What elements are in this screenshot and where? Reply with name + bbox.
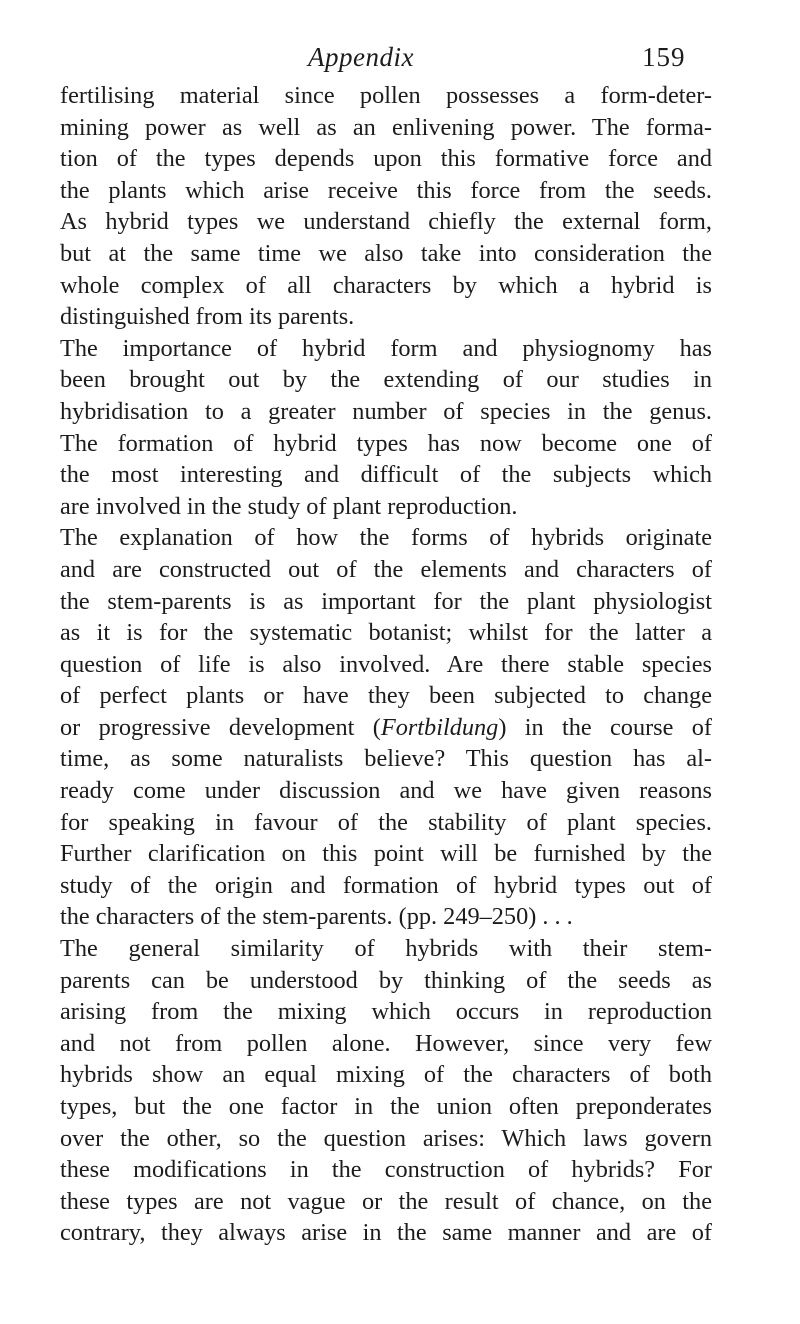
text-line: ready come under discussion and we have given reasons [60,777,712,805]
text-line: hybridisation to a greater number of species in the genus. [60,397,712,425]
body-text [60,80,712,1249]
text-line: but at the same time we also take into consideration the [60,239,712,267]
text-line: the stem-parents is as important for the plant physiologist [60,587,712,615]
text-line: contrary, they always arise in the same manner and are of [60,1219,712,1247]
page-number: 159 [642,42,686,72]
text-line: question of life is also involved. Are there stable species [60,650,712,678]
text-line: tion of the types depends upon this formative force and [60,145,712,173]
text-line: as it is for the systematic botanist; whilst for the latter a [60,619,712,647]
text-line: distinguished from its parents. [60,303,355,331]
text-line: the most interesting and difficult of the subjects which [60,461,712,489]
running-title: Appendix [308,42,414,72]
text-line: over the other, so the question arises: Which laws govern [60,1124,712,1152]
text-line: time, as some naturalists believe? This question has al- [60,745,712,773]
text-line: these types are not vague or the result of chance, on the [60,1187,712,1215]
text-line: been brought out by the extending of our studies in [60,366,712,394]
running-head [0,42,800,78]
text-line: of perfect plants or have they been subjected to change [60,682,712,710]
text-line: The explanation of how the forms of hybrids originate [60,524,712,552]
text-line: the plants which arise receive this force from the seeds. [60,176,712,204]
text-line: fertilising material since pollen possesses a form-deter- [60,82,712,109]
text-line: The importance of hybrid form and physiognomy has [60,334,712,362]
italic-term: Fortbildung [380,713,499,741]
text-line: arising from the mixing which occurs in reproduction [60,998,712,1026]
text-line: Further clarification on this point will be furnished by the [60,840,712,868]
text-line: parents can be understood by thinking of the seeds as [60,966,712,994]
text-line: and are constructed out of the elements and characters of [60,555,712,583]
text-line: whole complex of all characters by which a hybrid is [60,271,712,299]
text-line: mining power as well as an enlivening power. The forma- [60,113,712,141]
text-line: As hybrid types we understand chiefly the external form, [60,208,712,236]
text-line: hybrids show an equal mixing of the characters of both [60,1061,712,1089]
text-line: study of the origin and formation of hybrid types out of [60,871,712,899]
text-line: are involved in the study of plant reproduction. [60,492,518,520]
text-line: the characters of the stem-parents. (pp. 249–250) . . . [60,903,573,931]
text-line: types, but the one factor in the union often preponderates [60,1093,712,1120]
text-line: The formation of hybrid types has now become one of [60,429,712,457]
text-line: or progressive development (Fortbildung) in the course of [60,713,712,741]
text-line: for speaking in favour of the stability of plant species. [60,808,712,836]
text-line: and not from pollen alone. However, since very few [60,1029,712,1057]
text-line: these modifications in the construction of hybrids? For [60,1156,712,1184]
text-line: The general similarity of hybrids with their stem- [60,935,712,963]
